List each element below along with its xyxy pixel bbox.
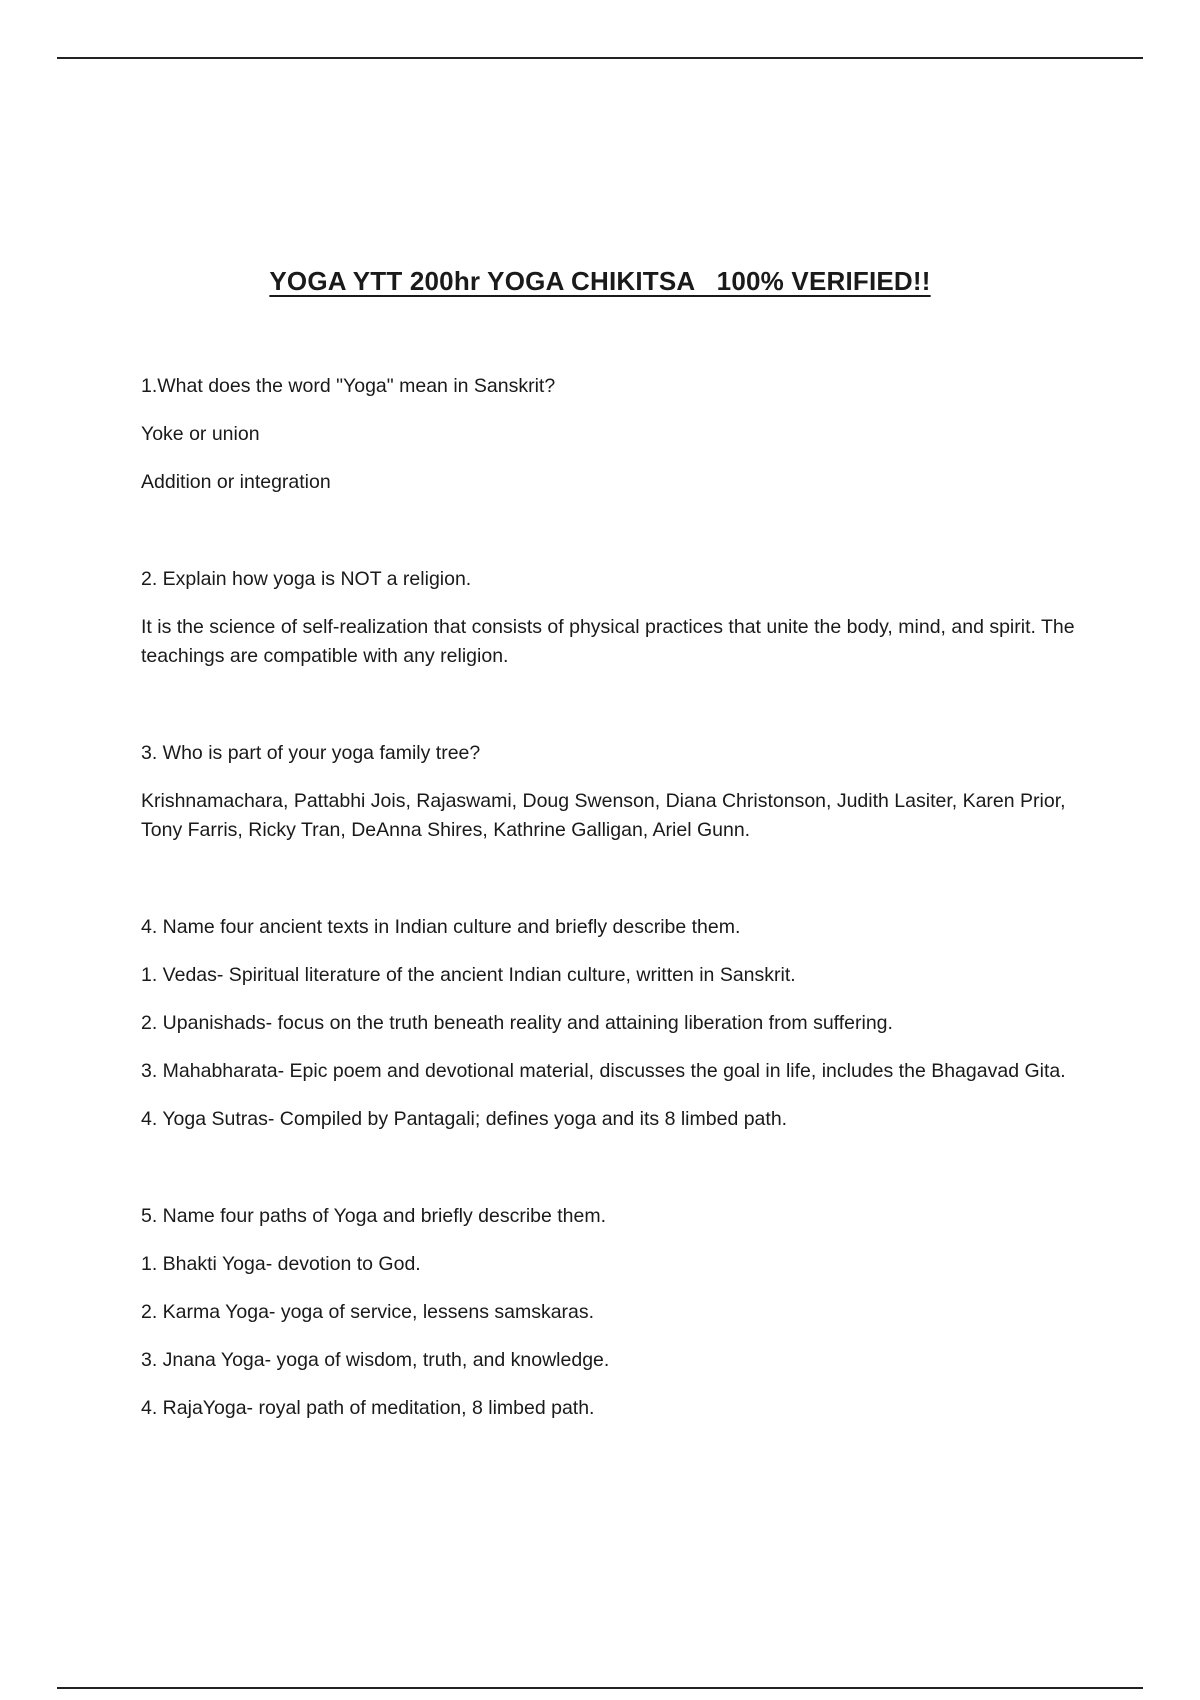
question-4: 4. Name four ancient texts in Indian culture and briefly describe them. — [141, 916, 741, 938]
answer-4-4: 4. Yoga Sutras- Compiled by Pantagali; defines yoga and its 8 limbed path. — [141, 1108, 788, 1130]
answer-4-1: 1. Vedas- Spiritual literature of the ancient Indian culture, written in Sanskrit. — [141, 964, 796, 986]
qa-section-4 — [141, 913, 1076, 1134]
top-rule — [57, 57, 1143, 59]
answer-5-4: 4. RajaYoga- royal path of meditation, 8 limbed path. — [141, 1397, 595, 1419]
document-body — [141, 372, 1076, 1491]
question-3: 3. Who is part of your yoga family tree? — [141, 742, 481, 764]
qa-section-5 — [141, 1202, 1076, 1423]
answer-5-1: 1. Bhakti Yoga- devotion to God. — [141, 1253, 421, 1275]
answer-1-2: Addition or integration — [141, 471, 331, 493]
answer-1-1: Yoke or union — [141, 423, 260, 445]
qa-section-2 — [141, 565, 1076, 671]
answer-5-2: 2. Karma Yoga- yoga of service, lessens samskaras. — [141, 1301, 595, 1323]
document-title — [0, 266, 1200, 297]
qa-section-3 — [141, 739, 1076, 845]
question-2: 2. Explain how yoga is NOT a religion. — [141, 568, 472, 590]
answer-4-2: 2. Upanishads- focus on the truth beneath reality and attaining liberation from suffering. — [141, 1012, 893, 1034]
answer-2-1: It is the science of self-realization that consists of physical practices that unite the body, mind, and spirit. The teachings are compatible with any religion. — [141, 616, 1075, 667]
document-title-text: YOGA YTT 200hr YOGA CHIKITSA 100% VERIFIED!! — [269, 266, 931, 296]
question-5: 5. Name four paths of Yoga and briefly describe them. — [141, 1205, 607, 1227]
question-1: 1.What does the word "Yoga" mean in Sanskrit? — [141, 375, 556, 397]
answer-3-1: Krishnamachara, Pattabhi Jois, Rajaswami, Doug Swenson, Diana Christonson, Judith Lasiter, Karen Prior, Tony Farris, Ricky Tran, DeAnna Shires, Kathrine Galligan, Ariel Gunn. — [141, 790, 1066, 841]
answer-4-3: 3. Mahabharata- Epic poem and devotional material, discusses the goal in life, includes the Bhagavad Gita. — [141, 1060, 1066, 1082]
answer-5-3: 3. Jnana Yoga- yoga of wisdom, truth, and knowledge. — [141, 1349, 610, 1371]
qa-section-1 — [141, 372, 1076, 497]
bottom-rule — [57, 1687, 1143, 1689]
